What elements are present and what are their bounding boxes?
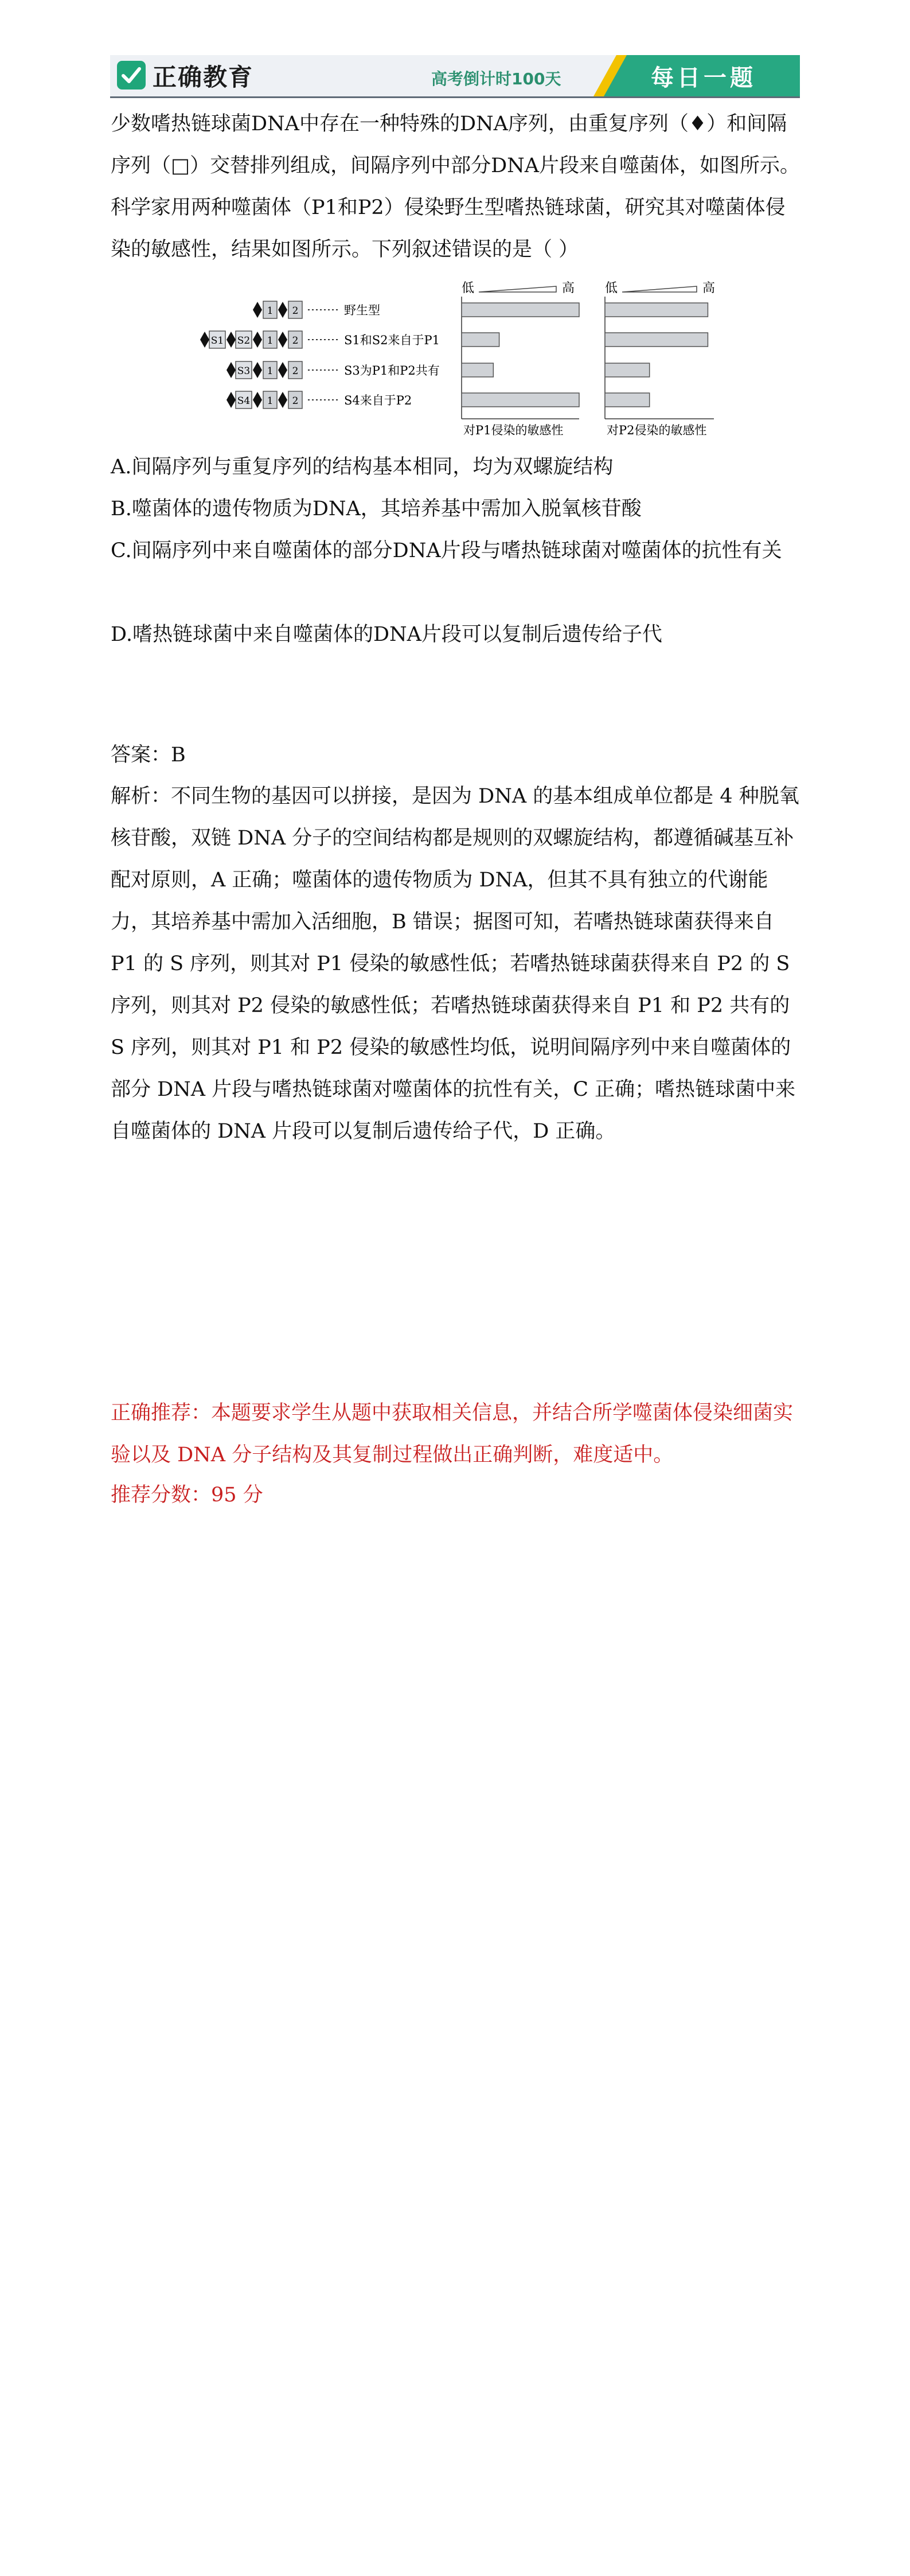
p1-low-label: 低 (462, 281, 475, 295)
p1-bar (462, 393, 579, 407)
p2-scale-wedge (622, 286, 697, 292)
p2-bar (605, 303, 708, 317)
p2-caption: 对P2侵染的敏感性 (607, 423, 707, 437)
p1-bar (462, 333, 499, 347)
row-label: 野生型 (344, 303, 380, 317)
p2-bar (605, 393, 650, 407)
brand-name: 正确教育 (153, 63, 254, 91)
repeat-diamond (278, 332, 287, 348)
sequence-row (226, 391, 412, 408)
figure-svg (189, 278, 722, 439)
check-logo-icon (117, 61, 146, 90)
analysis-text: 解析：不同生物的基因可以拼接，是因为 DNA 的基本组成单位都是 4 种脱氧核苷酸，双链 DNA 分子的空间结构都是规则的双螺旋结构，都遵循碱基互补配对原则，A 正确；噬菌体的遗传物质为 DNA，但其不具有独立的代谢能力，其培养基中需加入活细胞，B 错误；据图可知，若嗜热链球菌获得来自 P1 的 S 序列，则其对 P1 侵染的敏感性低；若嗜热链球菌获得来自 P2 的 S 序列，则其对 P2 侵染的敏感性低；若嗜热链球菌获得来自 P1 和 P2 共有的 S 序列，则其对 P1 和 P2 侵染的敏感性均低，说明间隔序列中来自噬菌体的部分 DNA 片段与嗜热链球菌对噬菌体的抗性有关，C 正确；嗜热链球菌中来自噬菌体的 DNA 片段可以复制后遗传给子代，D 正确。 (111, 785, 799, 1143)
segment-box-label: 2 (292, 365, 299, 377)
repeat-diamond (278, 302, 287, 318)
row-label: S1和S2来自于P1 (344, 333, 440, 347)
p1-caption: 对P1侵染的敏感性 (463, 423, 564, 437)
p2-bar (605, 363, 650, 377)
answer-text: 答案：B (111, 744, 186, 766)
question-stem: 少数嗜热链球菌DNA中存在一种特殊的DNA序列，由重复序列（♦）和间隔序列（□）交替排列组成，间隔序列中部分DNA片段来自噬菌体，如图所示。科学家用两种噬菌体（P1和P2）侵染野生型嗜热链球菌，研究其对噬菌体侵染的敏感性，结果如图所示。下列叙述错误的是（ ） (111, 112, 800, 261)
repeat-diamond (253, 392, 262, 408)
recommend-text: 正确推荐：本题要求学生从题中获取相关信息，并结合所学噬菌体侵染细菌实验以及 DNA 分子结构及其复制过程做出正确判断，难度适中。 (111, 1402, 794, 1466)
row-label: S3为P1和P2共有 (344, 364, 440, 378)
p2-bar (605, 333, 708, 347)
repeat-diamond (226, 362, 236, 378)
segment-box-label: 1 (267, 335, 274, 347)
spacer-box-label: S2 (237, 335, 251, 347)
spacer-box-label: S3 (237, 365, 251, 377)
repeat-diamond (278, 362, 287, 378)
segment-box-label: 1 (267, 395, 274, 407)
p2-high-label: 高 (702, 281, 716, 295)
p2-low-label: 低 (605, 281, 618, 295)
repeat-diamond (253, 332, 262, 348)
row-label: S4来自于P2 (344, 394, 412, 407)
p1-bar (462, 363, 493, 377)
sequence-rows (200, 301, 440, 408)
segment-box-label: 2 (292, 335, 299, 347)
segment-box-label: 2 (292, 305, 299, 317)
repeat-diamond (278, 392, 287, 408)
sequence-row (226, 361, 440, 379)
sequence-row (200, 331, 440, 348)
p1-scale-wedge (479, 286, 556, 292)
sensitivity-bars (462, 303, 708, 407)
option-b: B.噬菌体的遗传物质为DNA，其培养基中需加入脱氧核苷酸 (111, 497, 642, 520)
repeat-diamond (253, 362, 262, 378)
header-banner (110, 55, 800, 98)
repeat-diamond (200, 332, 209, 348)
option-a: A.间隔序列与重复序列的结构基本相同，均为双螺旋结构 (111, 456, 614, 478)
option-c: C.间隔序列中来自噬菌体的部分DNA片段与嗜热链球菌对噬菌体的抗性有关 (111, 539, 782, 562)
p1-high-label: 高 (562, 281, 575, 295)
repeat-diamond (226, 392, 236, 408)
repeat-diamond (226, 332, 236, 348)
p1-bar (462, 303, 579, 317)
daily-question-tag: 每日一题 (593, 55, 800, 96)
spacer-box-label: S4 (237, 395, 251, 407)
option-d: D.嗜热链球菌中来自噬菌体的DNA片段可以复制后遗传给子代 (111, 623, 662, 646)
segment-box-label: 2 (292, 395, 299, 407)
sequence-row (253, 301, 380, 318)
sequence-sensitivity-figure (189, 278, 722, 439)
repeat-diamond (253, 302, 262, 318)
spacer-box-label: S1 (210, 335, 224, 347)
score-text: 推荐分数：95 分 (111, 1484, 263, 1507)
segment-box-label: 1 (267, 305, 274, 317)
segment-box-label: 1 (267, 365, 274, 377)
countdown-text: 高考倒计时100天 (431, 69, 561, 88)
